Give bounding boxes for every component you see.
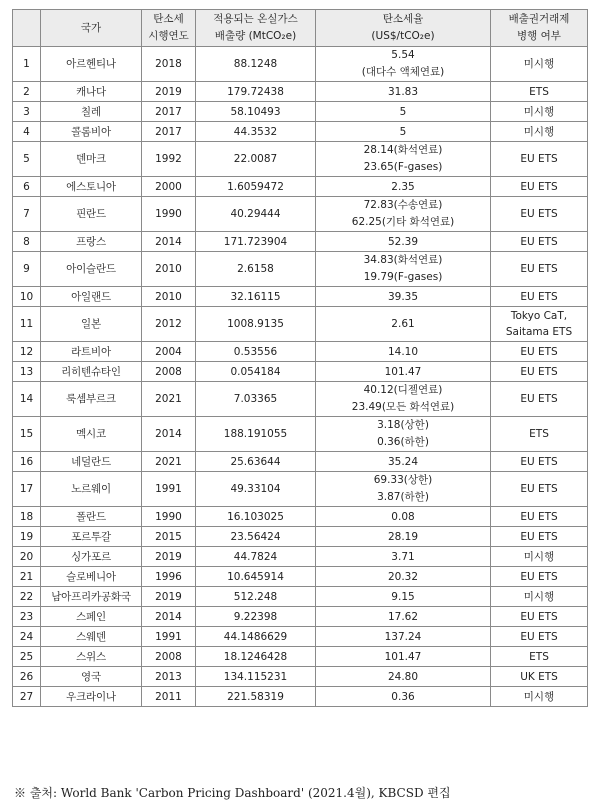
- header-emissions-line: 적용되는 온실가스: [213, 13, 298, 25]
- table-row: [13, 417, 588, 452]
- cell-rate: [316, 587, 491, 607]
- cell-rate: [316, 647, 491, 667]
- cell-rate-line: 23.49(모든 화석연료): [351, 401, 455, 413]
- cell-emissions: 32.16115: [196, 287, 316, 307]
- cell-ets-line: 미시행: [523, 590, 555, 603]
- cell-no: 23: [13, 607, 41, 627]
- header-emissions-line: 배출량 (MtCO₂e): [214, 30, 297, 42]
- cell-country: 슬로베니아: [41, 567, 142, 587]
- cell-no: 21: [13, 567, 41, 587]
- cell-ets: [491, 527, 588, 547]
- cell-ets-line: EU ETS: [520, 153, 558, 165]
- cell-emissions: 0.53556: [196, 342, 316, 362]
- table-row: [13, 687, 588, 707]
- cell-rate-line: 3.87(하한): [377, 491, 429, 503]
- cell-rate: [316, 177, 491, 197]
- cell-ets: [491, 252, 588, 287]
- table-row: [13, 382, 588, 417]
- cell-year: 2019: [142, 587, 196, 607]
- cell-year: 1990: [142, 197, 196, 232]
- cell-ets-line: Saitama ETS: [505, 326, 573, 338]
- cell-rate-line: 20.32: [387, 570, 419, 583]
- cell-rate: [316, 567, 491, 587]
- cell-ets-line: EU ETS: [520, 365, 558, 378]
- cell-no: 15: [13, 417, 41, 452]
- cell-ets: [491, 287, 588, 307]
- cell-no: 25: [13, 647, 41, 667]
- table-row: [13, 342, 588, 362]
- cell-ets-line: 미시행: [523, 58, 555, 70]
- cell-year: 2004: [142, 342, 196, 362]
- cell-ets-line: EU ETS: [520, 393, 558, 405]
- cell-year: 2017: [142, 122, 196, 142]
- cell-rate-line: 3.71: [391, 550, 415, 563]
- cell-ets-line: EU ETS: [520, 530, 558, 543]
- cell-rate: [316, 362, 491, 382]
- cell-rate-line: 5: [399, 105, 407, 118]
- cell-country: 프랑스: [41, 232, 142, 252]
- cell-country: 일본: [41, 307, 142, 342]
- cell-no: 12: [13, 342, 41, 362]
- cell-year: 2014: [142, 607, 196, 627]
- cell-ets-line: ETS: [529, 650, 549, 663]
- cell-ets-line: EU ETS: [520, 610, 558, 623]
- table-row: [13, 607, 588, 627]
- table-row: [13, 567, 588, 587]
- cell-country: 아르헨티나: [41, 47, 142, 82]
- cell-ets-line: EU ETS: [520, 235, 558, 248]
- table-row: [13, 142, 588, 177]
- cell-ets: [491, 47, 588, 82]
- cell-ets-line: EU ETS: [520, 263, 558, 275]
- cell-rate: [316, 547, 491, 567]
- table-row: [13, 587, 588, 607]
- cell-ets: [491, 587, 588, 607]
- header-ets: [491, 10, 588, 47]
- cell-year: 2012: [142, 307, 196, 342]
- cell-country: 룩셈부르크: [41, 382, 142, 417]
- cell-ets: [491, 627, 588, 647]
- cell-ets: [491, 362, 588, 382]
- cell-country: 폴란드: [41, 507, 142, 527]
- cell-year: 2010: [142, 287, 196, 307]
- cell-rate: [316, 197, 491, 232]
- cell-country: 네덜란드: [41, 452, 142, 472]
- cell-country: 덴마크: [41, 142, 142, 177]
- cell-rate-line: 52.39: [387, 235, 419, 248]
- cell-country: 리히텐슈타인: [41, 362, 142, 382]
- cell-year: 2008: [142, 647, 196, 667]
- table-row: [13, 527, 588, 547]
- header-row: [13, 10, 588, 47]
- cell-no: 20: [13, 547, 41, 567]
- cell-ets-line: EU ETS: [520, 570, 558, 583]
- cell-ets-line: EU ETS: [520, 483, 558, 495]
- cell-emissions: 188.191055: [196, 417, 316, 452]
- cell-ets: [491, 122, 588, 142]
- cell-no: 14: [13, 382, 41, 417]
- cell-rate: [316, 382, 491, 417]
- cell-no: 7: [13, 197, 41, 232]
- cell-ets: [491, 142, 588, 177]
- cell-rate-line: 28.14(화석연료): [363, 144, 443, 156]
- cell-ets: [491, 547, 588, 567]
- table-row: [13, 47, 588, 82]
- cell-ets: [491, 607, 588, 627]
- cell-ets: [491, 687, 588, 707]
- cell-emissions: 58.10493: [196, 102, 316, 122]
- cell-country: 아일랜드: [41, 287, 142, 307]
- cell-year: 2014: [142, 232, 196, 252]
- cell-no: 3: [13, 102, 41, 122]
- cell-ets-line: EU ETS: [520, 290, 558, 303]
- cell-rate-line: 137.24: [384, 630, 422, 643]
- cell-rate-line: 17.62: [387, 610, 419, 623]
- cell-no: 24: [13, 627, 41, 647]
- cell-year: 2014: [142, 417, 196, 452]
- cell-rate: [316, 627, 491, 647]
- header-country: [41, 10, 142, 47]
- cell-no: 17: [13, 472, 41, 507]
- cell-no: 1: [13, 47, 41, 82]
- cell-ets: [491, 452, 588, 472]
- cell-emissions: 49.33104: [196, 472, 316, 507]
- cell-ets-line: 미시행: [523, 690, 555, 703]
- cell-year: 1991: [142, 627, 196, 647]
- cell-country: 싱가포르: [41, 547, 142, 567]
- cell-country: 라트비아: [41, 342, 142, 362]
- cell-rate-line: 40.12(디젤연료): [363, 384, 443, 396]
- cell-rate-line: 69.33(상한): [373, 474, 433, 486]
- table-row: [13, 507, 588, 527]
- cell-ets-line: ETS: [529, 85, 549, 98]
- cell-ets-line: UK ETS: [520, 670, 558, 683]
- cell-ets-line: ETS: [529, 428, 549, 440]
- cell-no: 19: [13, 527, 41, 547]
- cell-ets: [491, 417, 588, 452]
- cell-rate: [316, 507, 491, 527]
- cell-ets-line: EU ETS: [520, 208, 558, 220]
- table-row: [13, 102, 588, 122]
- cell-rate: [316, 307, 491, 342]
- cell-rate: [316, 452, 491, 472]
- header-emissions: [196, 10, 316, 47]
- cell-no: 10: [13, 287, 41, 307]
- table-row: [13, 177, 588, 197]
- cell-ets: [491, 307, 588, 342]
- cell-emissions: 0.054184: [196, 362, 316, 382]
- header-rate-line: 탄소세율: [382, 13, 424, 25]
- header-year-line: 탄소세: [153, 13, 184, 25]
- cell-rate: [316, 47, 491, 82]
- cell-rate-line: 5: [399, 125, 407, 138]
- cell-no: 26: [13, 667, 41, 687]
- cell-emissions: 1008.9135: [196, 307, 316, 342]
- table-row: [13, 82, 588, 102]
- cell-year: 2017: [142, 102, 196, 122]
- cell-emissions: 221.58319: [196, 687, 316, 707]
- cell-ets-line: EU ETS: [520, 180, 558, 193]
- cell-emissions: 23.56424: [196, 527, 316, 547]
- cell-rate: [316, 142, 491, 177]
- cell-year: 1991: [142, 472, 196, 507]
- cell-year: 2011: [142, 687, 196, 707]
- carbon-tax-table: [12, 9, 588, 707]
- cell-ets: [491, 567, 588, 587]
- header-no: [13, 10, 41, 47]
- cell-year: 2010: [142, 252, 196, 287]
- cell-country: 노르웨이: [41, 472, 142, 507]
- cell-rate-line: 28.19: [387, 530, 419, 543]
- cell-emissions: 9.22398: [196, 607, 316, 627]
- cell-year: 2021: [142, 452, 196, 472]
- header-rate-line: (US$/tCO₂e): [371, 30, 435, 42]
- cell-rate-line: 0.36: [391, 690, 415, 703]
- cell-country: 칠레: [41, 102, 142, 122]
- cell-ets: [491, 667, 588, 687]
- cell-rate-line: 0.08: [391, 510, 415, 523]
- cell-rate-line: (대다수 액체연료): [361, 66, 445, 78]
- cell-no: 11: [13, 307, 41, 342]
- cell-year: 1996: [142, 567, 196, 587]
- table-row: [13, 547, 588, 567]
- cell-rate: [316, 687, 491, 707]
- cell-ets-line: Tokyo CaT,: [510, 310, 568, 322]
- cell-year: 1990: [142, 507, 196, 527]
- cell-rate-line: 101.47: [384, 365, 422, 378]
- cell-ets: [491, 177, 588, 197]
- cell-rate: [316, 232, 491, 252]
- header-ets-line: 배출권거래제: [508, 13, 570, 25]
- cell-emissions: 44.1486629: [196, 627, 316, 647]
- cell-rate: [316, 342, 491, 362]
- cell-emissions: 44.3532: [196, 122, 316, 142]
- table-row: [13, 307, 588, 342]
- cell-no: 16: [13, 452, 41, 472]
- cell-rate-line: 39.35: [387, 290, 419, 303]
- cell-no: 6: [13, 177, 41, 197]
- cell-year: 2000: [142, 177, 196, 197]
- cell-ets: [491, 382, 588, 417]
- cell-country: 스페인: [41, 607, 142, 627]
- table-row: [13, 287, 588, 307]
- cell-rate-line: 23.65(F-gases): [363, 161, 443, 173]
- cell-year: 2021: [142, 382, 196, 417]
- table-row: [13, 647, 588, 667]
- cell-rate: [316, 417, 491, 452]
- cell-emissions: 171.723904: [196, 232, 316, 252]
- cell-emissions: 18.1246428: [196, 647, 316, 667]
- cell-rate-line: 24.80: [387, 670, 419, 683]
- cell-emissions: 1.6059472: [196, 177, 316, 197]
- header-year-line: 시행연도: [148, 30, 189, 42]
- cell-rate-line: 19.79(F-gases): [363, 271, 443, 283]
- cell-no: 2: [13, 82, 41, 102]
- table-row: [13, 122, 588, 142]
- cell-rate: [316, 102, 491, 122]
- header-year: [142, 10, 196, 47]
- cell-year: 2015: [142, 527, 196, 547]
- cell-rate-line: 101.47: [384, 650, 422, 663]
- header-country-line: 국가: [80, 21, 102, 34]
- cell-year: 2008: [142, 362, 196, 382]
- table-row: [13, 197, 588, 232]
- cell-no: 9: [13, 252, 41, 287]
- source-footnote: ※ 출처: World Bank 'Carbon Pricing Dashboard' (2021.4월), KBCSD 편집: [14, 786, 451, 800]
- cell-ets-line: 미시행: [523, 550, 555, 563]
- cell-ets: [491, 82, 588, 102]
- cell-country: 멕시코: [41, 417, 142, 452]
- cell-rate: [316, 472, 491, 507]
- table-row: [13, 232, 588, 252]
- cell-emissions: 134.115231: [196, 667, 316, 687]
- cell-rate-line: 31.83: [387, 85, 419, 98]
- cell-country: 영국: [41, 667, 142, 687]
- cell-country: 포르투갈: [41, 527, 142, 547]
- cell-rate-line: 2.35: [391, 180, 415, 193]
- cell-ets: [491, 102, 588, 122]
- cell-rate: [316, 287, 491, 307]
- cell-rate: [316, 607, 491, 627]
- cell-rate-line: 34.83(화석연료): [363, 254, 443, 266]
- cell-rate: [316, 667, 491, 687]
- cell-no: 5: [13, 142, 41, 177]
- cell-rate: [316, 122, 491, 142]
- cell-rate-line: 0.36(하한): [377, 436, 429, 448]
- cell-country: 아이슬란드: [41, 252, 142, 287]
- header-rate: [316, 10, 491, 47]
- cell-emissions: 16.103025: [196, 507, 316, 527]
- cell-ets: [491, 232, 588, 252]
- cell-no: 4: [13, 122, 41, 142]
- cell-emissions: 44.7824: [196, 547, 316, 567]
- cell-rate: [316, 527, 491, 547]
- cell-ets-line: EU ETS: [520, 455, 558, 468]
- cell-ets: [491, 472, 588, 507]
- table-row: [13, 452, 588, 472]
- table-row: [13, 667, 588, 687]
- cell-rate-line: 62.25(기타 화석연료): [351, 216, 455, 228]
- cell-rate-line: 35.24: [387, 455, 419, 468]
- cell-no: 22: [13, 587, 41, 607]
- cell-country: 캐나다: [41, 82, 142, 102]
- cell-ets: [491, 197, 588, 232]
- cell-no: 18: [13, 507, 41, 527]
- cell-ets: [491, 342, 588, 362]
- cell-emissions: 22.0087: [196, 142, 316, 177]
- cell-emissions: 10.645914: [196, 567, 316, 587]
- cell-year: 2019: [142, 82, 196, 102]
- cell-year: 1992: [142, 142, 196, 177]
- cell-year: 2018: [142, 47, 196, 82]
- cell-emissions: 2.6158: [196, 252, 316, 287]
- cell-rate-line: 9.15: [391, 590, 415, 603]
- cell-country: 콜롬비아: [41, 122, 142, 142]
- table-row: [13, 252, 588, 287]
- cell-emissions: 40.29444: [196, 197, 316, 232]
- cell-no: 8: [13, 232, 41, 252]
- cell-emissions: 179.72438: [196, 82, 316, 102]
- cell-year: 2013: [142, 667, 196, 687]
- cell-ets: [491, 647, 588, 667]
- cell-rate-line: 72.83(수송연료): [363, 199, 443, 211]
- table-row: [13, 472, 588, 507]
- cell-emissions: 512.248: [196, 587, 316, 607]
- cell-rate: [316, 252, 491, 287]
- cell-country: 남아프리카공화국: [41, 587, 142, 607]
- cell-year: 2019: [142, 547, 196, 567]
- cell-country: 스위스: [41, 647, 142, 667]
- cell-ets-line: 미시행: [523, 105, 555, 118]
- table-row: [13, 362, 588, 382]
- cell-ets: [491, 507, 588, 527]
- cell-emissions: 25.63644: [196, 452, 316, 472]
- cell-country: 스웨덴: [41, 627, 142, 647]
- cell-ets-line: EU ETS: [520, 630, 558, 643]
- cell-rate-line: 3.18(상한): [377, 419, 429, 431]
- cell-rate: [316, 82, 491, 102]
- cell-no: 27: [13, 687, 41, 707]
- cell-no: 13: [13, 362, 41, 382]
- cell-ets-line: 미시행: [523, 125, 555, 138]
- cell-rate-line: 2.61: [391, 317, 415, 330]
- header-ets-line: 병행 여부: [517, 30, 561, 42]
- cell-country: 에스토니아: [41, 177, 142, 197]
- cell-ets-line: EU ETS: [520, 510, 558, 523]
- cell-country: 핀란드: [41, 197, 142, 232]
- cell-rate-line: 5.54: [391, 49, 415, 61]
- cell-emissions: 7.03365: [196, 382, 316, 417]
- table-row: [13, 627, 588, 647]
- cell-country: 우크라이나: [41, 687, 142, 707]
- cell-rate-line: 14.10: [387, 345, 419, 358]
- cell-emissions: 88.1248: [196, 47, 316, 82]
- cell-ets-line: EU ETS: [520, 345, 558, 358]
